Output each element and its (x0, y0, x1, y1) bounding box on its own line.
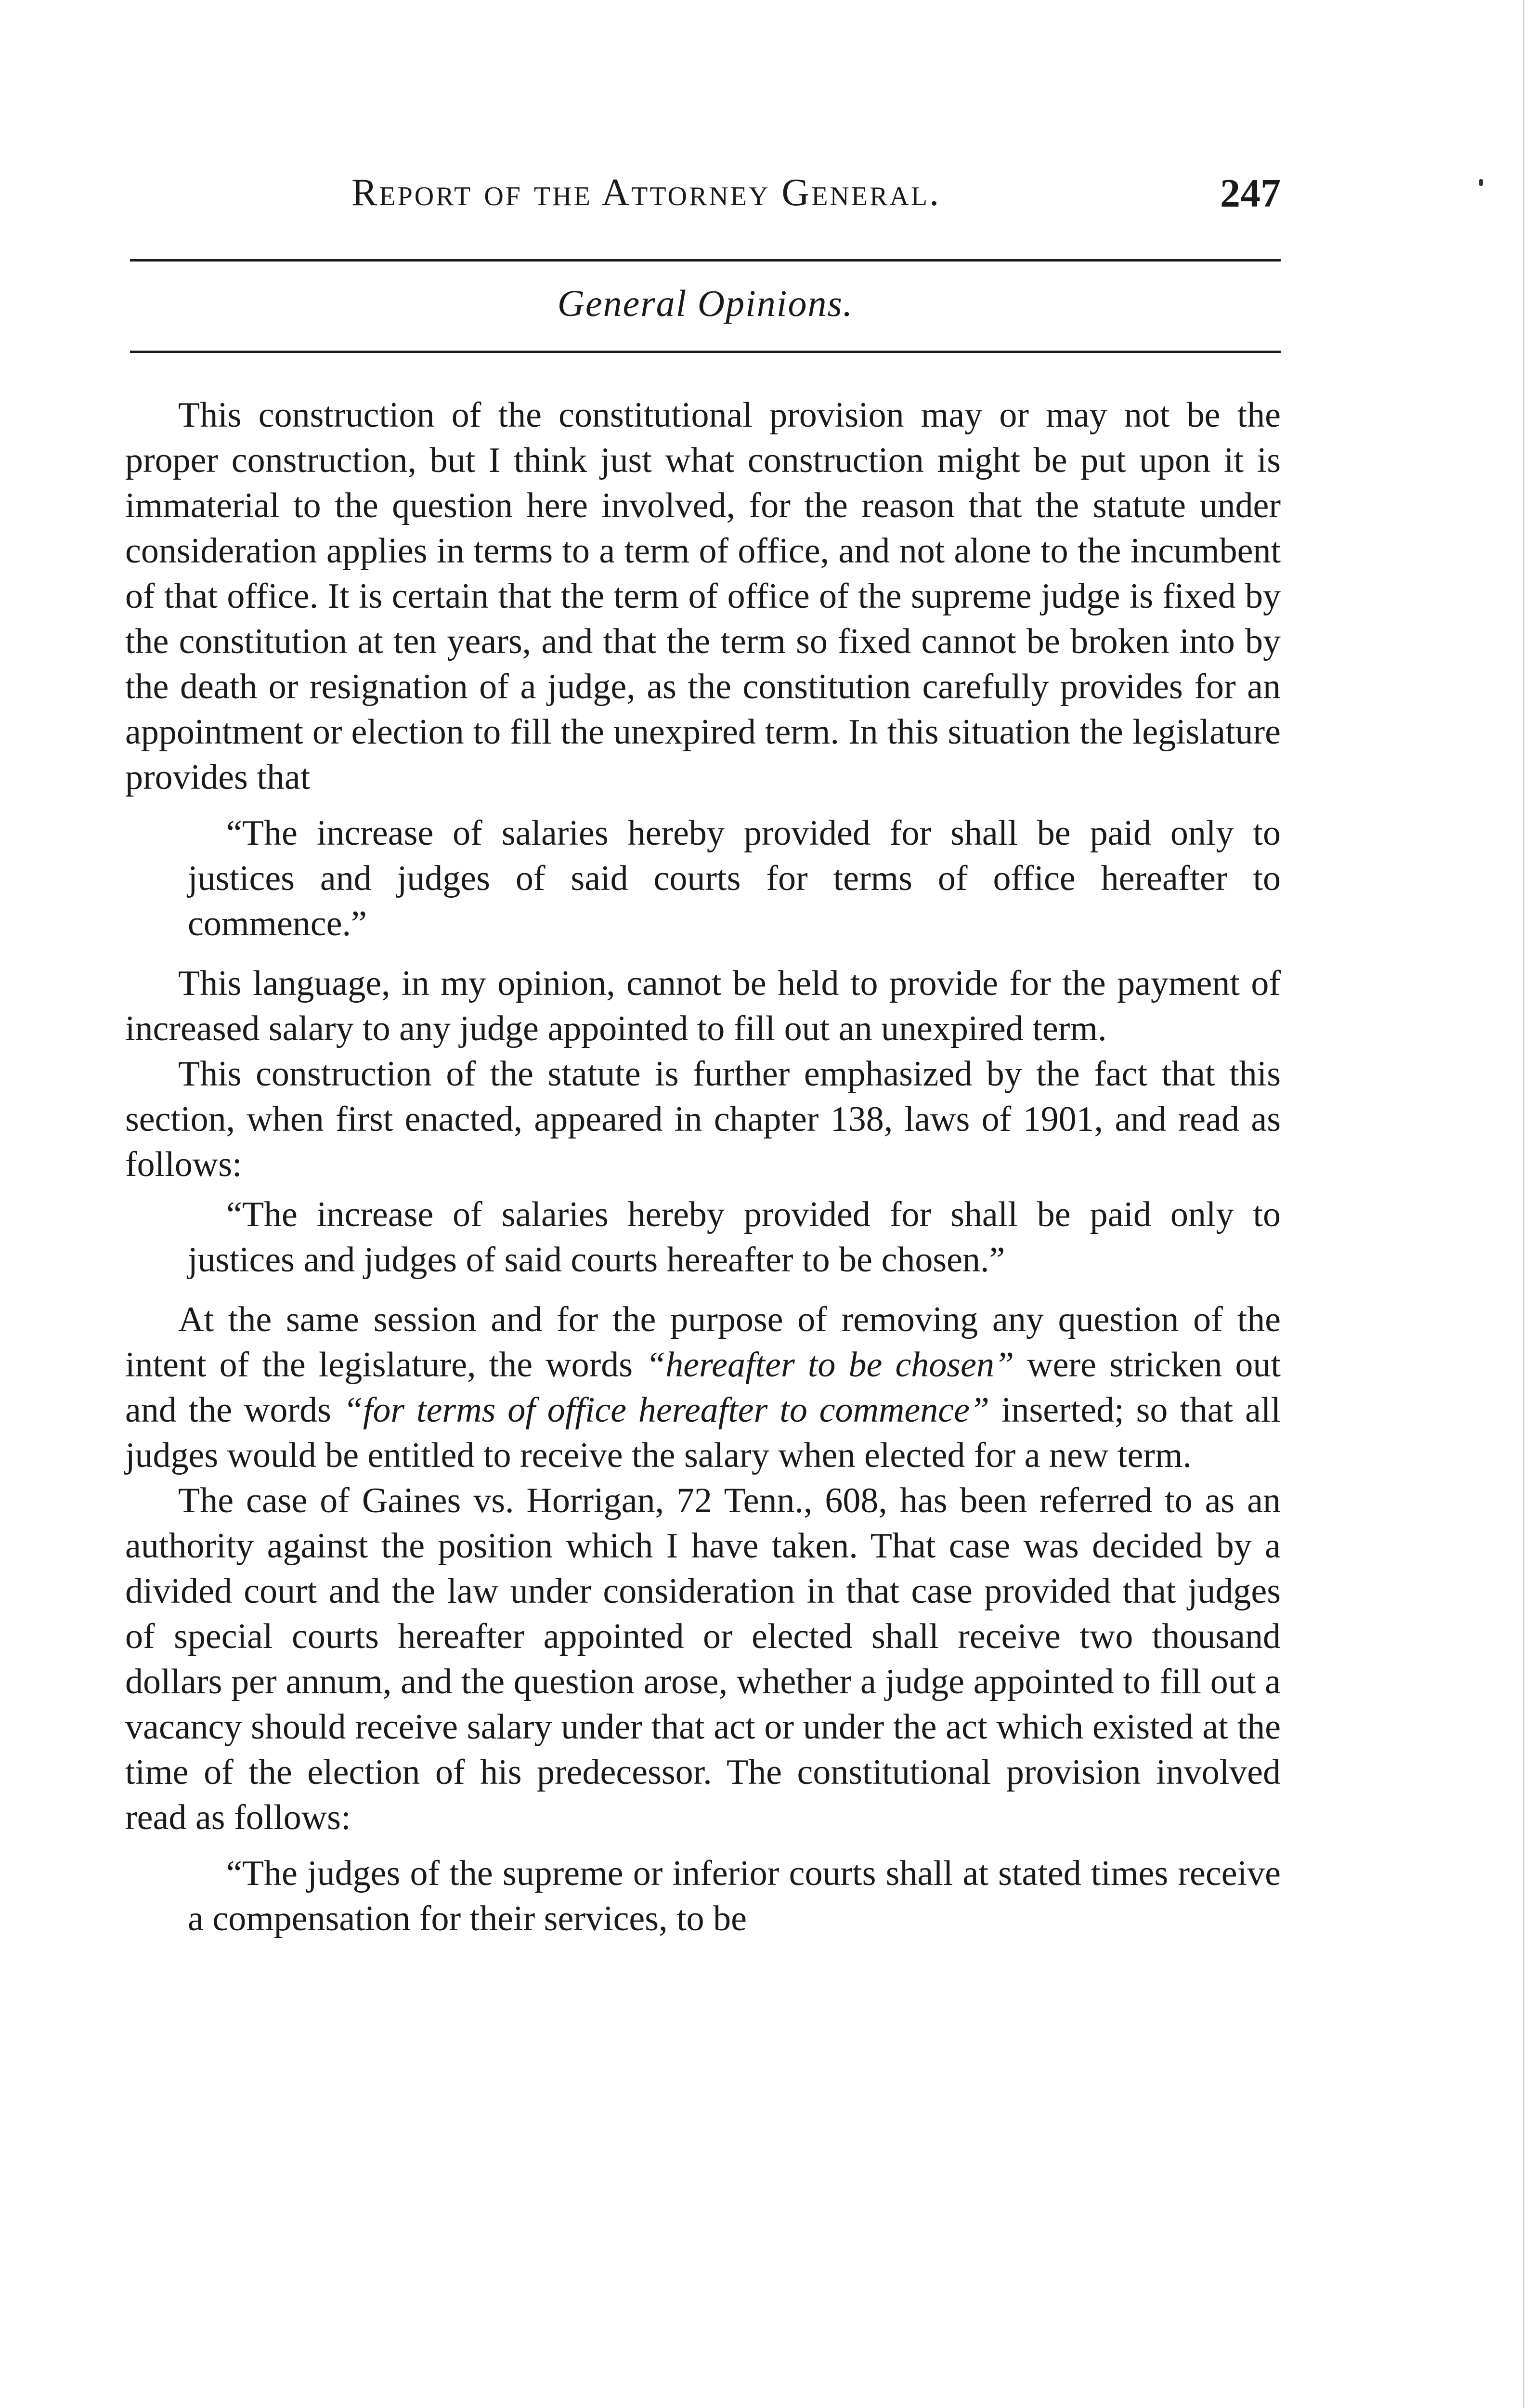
running-title: Report of the Attorney General. (351, 171, 941, 214)
body-text (125, 393, 1281, 1956)
paragraph: This construction of the statute is further emphasized by the fact that this section, when first enacted, appeared in chapter 138, laws of 1901, and read as follows: (125, 1054, 1281, 1184)
text-run: inserted; so that all judges would be entitled to receive the salary when elected for a new term. (125, 1390, 1281, 1475)
paragraph (125, 1297, 1281, 1478)
stray-mark (1479, 179, 1483, 186)
block-quote: “The increase of salaries hereby provided for shall be paid only to justices and judges of said courts for terms of office hereafter to commence.” (188, 813, 1281, 943)
header-rule-bottom (130, 351, 1281, 353)
text-run: At the same session and for the purpose of removing any question of the intent of the legislature, the words (125, 1300, 1281, 1385)
page-edge-line (1523, 0, 1524, 2408)
paragraph: This construction of the constitutional provision may or may not be the proper construction, but I think just what construction might be put upon it is immaterial to the question here involved, for the reason that the statute under consideration applies in terms to a term of office, and not alone to the incumbent of that office. It is certain that the term of office of the supreme judge is fixed by the constitution at ten years, and that the term so fixed cannot be broken into by the death or resignation of a judge, as the constitution carefully provides for an appointment or election to fill the unexpired term. In this situation the legislature provides that (125, 395, 1281, 797)
text-run: were stricken out and the words (125, 1345, 1281, 1430)
paragraph: This language, in my opinion, cannot be held to provide for the payment of increased salary to any judge appointed to fill out an unexpired term. (125, 964, 1281, 1048)
running-head (130, 166, 1281, 219)
quoted-phrase: “hereafter to be chosen” (646, 1345, 1014, 1385)
block-quote: “The judges of the supreme or inferior courts shall at stated times receive a compensation for their services, to be (188, 1854, 1281, 1938)
page-number: 247 (1220, 171, 1281, 216)
section-title: General Opinions. (557, 282, 854, 324)
quoted-phrase: “for terms of office hereafter to commence” (343, 1390, 990, 1430)
header-rule-top (130, 259, 1281, 262)
block-quote: “The increase of salaries hereby provided for shall be paid only to justices and judges of said courts hereafter to be chosen.” (188, 1195, 1281, 1280)
paragraph: The case of Gaines vs. Horrigan, 72 Tenn., 608, has been referred to as an authority against the position which I have taken. That case was decided by a divided court and the law under consideration in that case provided that judges of special courts hereafter appointed or elected shall receive two thousand dollars per annum, and the question arose, whether a judge appointed to fill out a vacancy should receive salary under that act or under the act which existed at the time of the election of his predecessor. The constitutional provision involved read as follows: (125, 1481, 1281, 1837)
